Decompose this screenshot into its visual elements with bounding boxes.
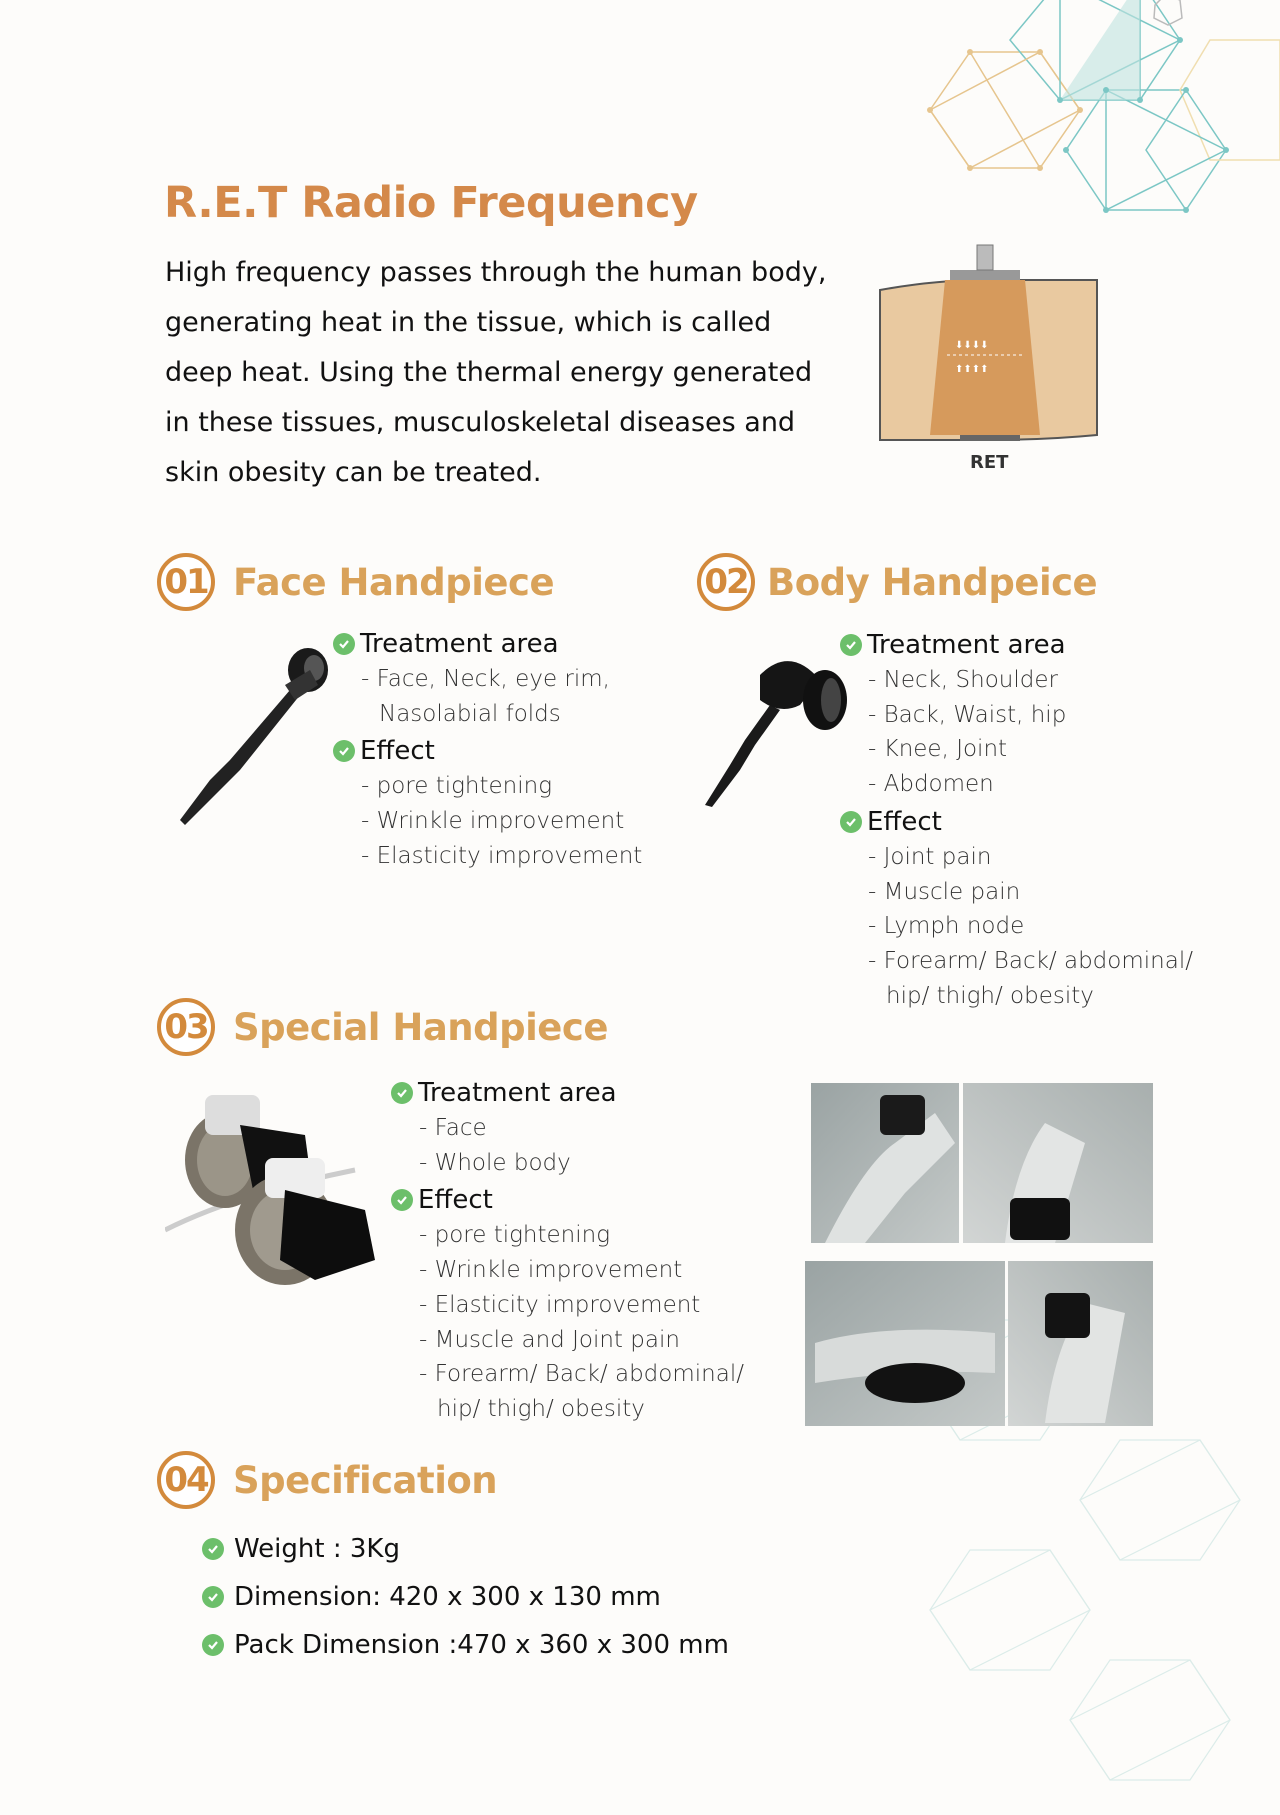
list-item: - Knee, Joint — [868, 736, 1008, 763]
check-circle-icon — [202, 1634, 224, 1656]
list-item: - Elasticity improvement — [419, 1291, 701, 1318]
face-treatment-list — [333, 626, 642, 874]
intro-paragraph — [165, 248, 827, 498]
list-item: hip/ thigh/ obesity — [437, 1395, 645, 1422]
section-number: 01 — [157, 553, 215, 611]
section-header-body — [697, 553, 1097, 611]
list-item: - Abdomen — [868, 771, 994, 798]
treatment-area-heading — [333, 626, 642, 662]
check-circle-icon — [202, 1538, 224, 1560]
list-item: - Wrinkle improvement — [419, 1257, 683, 1284]
effect-label: Effect — [418, 1185, 493, 1216]
list-item: - Face, Neck, eye rim, — [361, 666, 610, 692]
list-item: - Muscle pain — [868, 878, 1021, 905]
spec-row-dimension — [202, 1573, 729, 1621]
effect-label: Effect — [867, 806, 942, 837]
list-item: hip/ thigh/ obesity — [886, 982, 1094, 1009]
intro-line: skin obesity can be treated. — [165, 457, 542, 488]
effect-label: Effect — [360, 736, 435, 767]
list-item: - Neck, Shoulder — [868, 667, 1058, 693]
list-item: - Forearm/ Back/ abdominal/ — [868, 947, 1193, 974]
treatment-area-label: Treatment area — [867, 630, 1066, 660]
intro-line: in these tissues, musculoskeletal diseases and — [165, 407, 796, 438]
section-number: 02 — [697, 553, 755, 611]
list-item: - Whole body — [419, 1149, 571, 1176]
spec-row-pack-dimension — [202, 1621, 729, 1669]
intro-line: generating heat in the tissue, which is called — [165, 307, 772, 338]
check-circle-icon — [333, 633, 355, 655]
treatment-area-label: Treatment area — [360, 629, 559, 659]
special-treatment-list — [391, 1075, 744, 1427]
list-item: - Forearm/ Back/ abdominal/ — [419, 1361, 744, 1388]
spec-value: Dimension: 420 x 300 x 130 mm — [234, 1582, 661, 1612]
spec-value: Pack Dimension :470 x 360 x 300 mm — [234, 1630, 729, 1660]
spec-row-weight — [202, 1525, 729, 1573]
section-title: Face Handpiece — [233, 560, 555, 604]
section-title: Specification — [233, 1458, 498, 1502]
section-number: 04 — [157, 1451, 215, 1509]
list-item: - Lymph node — [868, 913, 1025, 940]
svg-text:⬆⬆⬆⬆: ⬆⬆⬆⬆ — [955, 364, 989, 375]
check-circle-icon — [391, 1189, 413, 1211]
section-title: Special Handpiece — [233, 1005, 608, 1049]
section-title: Body Handpeice — [767, 560, 1098, 604]
ret-diagram-illustration — [875, 240, 1100, 475]
face-handpiece-image — [170, 640, 340, 830]
intro-line: High frequency passes through the human body, — [165, 257, 827, 288]
section-header-special — [157, 998, 608, 1056]
list-item: - Joint pain — [868, 843, 992, 870]
effect-heading — [840, 804, 1193, 840]
list-item: - Wrinkle improvement — [361, 808, 625, 835]
check-circle-icon — [840, 634, 862, 656]
list-item: - pore tightening — [361, 773, 552, 800]
section-header-face — [157, 553, 554, 611]
svg-text:⬇⬇⬇⬇: ⬇⬇⬇⬇ — [955, 340, 989, 351]
treatment-area-label: Treatment area — [418, 1078, 617, 1108]
ret-diagram-label: RET — [970, 452, 1009, 473]
check-circle-icon — [202, 1586, 224, 1608]
list-item: Nasolabial folds — [379, 700, 561, 727]
treatment-area-heading — [391, 1075, 744, 1111]
check-circle-icon — [391, 1082, 413, 1104]
list-item: - Elasticity improvement — [361, 842, 643, 869]
effect-heading — [333, 733, 642, 769]
check-circle-icon — [333, 740, 355, 762]
effect-heading — [391, 1182, 744, 1218]
list-item: - pore tightening — [419, 1222, 610, 1249]
treatment-area-heading — [840, 627, 1193, 663]
treatment-photo-grid — [805, 1083, 1157, 1428]
list-item: - Back, Waist, hip — [868, 701, 1067, 728]
check-circle-icon — [840, 811, 862, 833]
special-handpiece-image — [165, 1090, 380, 1290]
section-number: 03 — [157, 998, 215, 1056]
list-item: - Muscle and Joint pain — [419, 1326, 680, 1353]
page-title: R.E.T Radio Frequency — [164, 178, 698, 228]
list-item: - Face — [419, 1115, 487, 1141]
body-treatment-list — [840, 627, 1193, 1013]
intro-line: deep heat. Using the thermal energy generated — [165, 357, 813, 388]
specification-list — [202, 1525, 729, 1669]
section-header-spec — [157, 1451, 497, 1509]
spec-value: Weight : 3Kg — [234, 1534, 400, 1564]
